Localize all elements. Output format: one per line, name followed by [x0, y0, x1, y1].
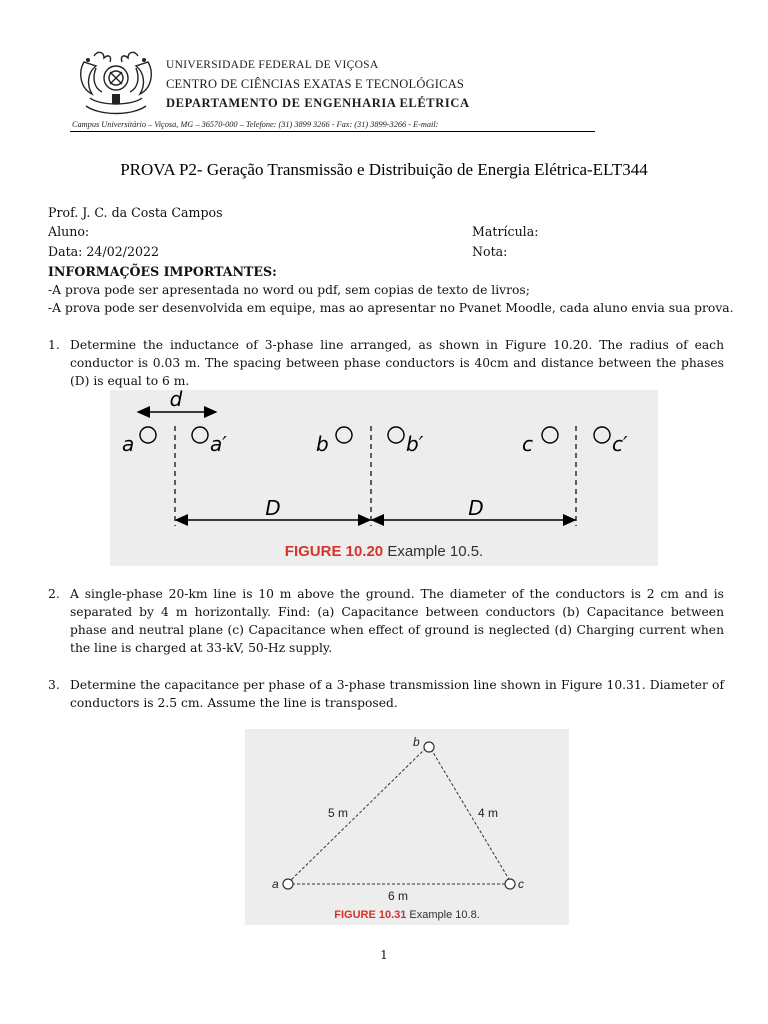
conductor-label-c-prime: c′ — [612, 432, 628, 456]
page-number: 1 — [380, 948, 388, 962]
distance-label-2: D — [468, 496, 484, 520]
conductor-label-b: b — [316, 432, 329, 456]
side-ab-line — [288, 746, 428, 883]
figure-10-20 — [110, 390, 658, 566]
distance-label-1: D — [265, 496, 281, 520]
figure-2-caption — [334, 909, 480, 921]
registration-label: Matrícula: — [472, 224, 539, 239]
question-3 — [48, 676, 724, 712]
side-bc-line — [431, 749, 510, 881]
figure-1-caption-suffix: Example 10.5. — [383, 543, 484, 560]
vertex-label-a: a — [272, 877, 279, 891]
conductor-b-prime-icon — [388, 427, 404, 443]
figure-1-caption-prefix: FIGURE 10.20 — [284, 543, 384, 560]
question-1 — [48, 336, 724, 390]
conductor-c-prime-icon — [594, 427, 610, 443]
conductor-label-c: c — [522, 432, 533, 456]
conductor-label-b-prime: b′ — [406, 432, 424, 456]
figure-2-caption-prefix: FIGURE 10.31 — [334, 909, 407, 921]
figure-2-caption-suffix: Example 10.8. — [406, 909, 480, 921]
conductor-b-icon — [336, 427, 352, 443]
vertex-b-icon — [424, 742, 434, 752]
important-heading: INFORMAÇÕES IMPORTANTES: — [48, 264, 277, 279]
question-number: 1. — [48, 338, 60, 352]
conductor-a-prime-icon — [192, 427, 208, 443]
spacing-label: d — [169, 390, 183, 411]
figure-1-caption — [285, 543, 483, 560]
side-ab-label: 5 m — [328, 806, 349, 820]
institution-block — [166, 56, 470, 113]
vertex-a-icon — [283, 879, 293, 889]
page-title: PROVA P2- Geração Transmissão e Distribuição de Energia Elétrica-ELT344 — [120, 160, 648, 179]
rule-2: -A prova pode ser desenvolvida em equipe, mas ao apresentar no Pvanet Moodle, cada aluno envia sua prova. — [48, 301, 734, 315]
question-text: Determine the capacitance per phase of a 3-phase transmission line shown in Figure 10.31. Diameter of conductors is 2.5 cm. Assume the line is transposed. — [70, 678, 724, 710]
conductor-label-a-prime: a′ — [210, 432, 227, 456]
address-line: Campus Universitário – Viçosa, MG – 36570-000 – Telefone: (31) 3899 3266 - Fax: (31) 3899-3266 - E-mail: — [72, 120, 439, 129]
question-number: 3. — [48, 678, 60, 692]
vertex-label-c: c — [518, 877, 524, 891]
student-label: Aluno: — [48, 224, 90, 239]
question-2 — [48, 585, 724, 657]
rule-1: -A prova pode ser apresentada no word ou pdf, sem copias de texto de livros; — [48, 283, 530, 297]
professor-name: Prof. J. C. da Costa Campos — [48, 205, 223, 220]
side-ac-label: 6 m — [388, 889, 409, 903]
exam-date: Data: 24/02/2022 — [48, 244, 160, 259]
side-bc-label: 4 m — [478, 806, 499, 820]
university-crest-icon — [74, 48, 158, 120]
grade-label: Nota: — [472, 244, 508, 259]
figure-10-31 — [245, 729, 569, 925]
question-text: A single-phase 20-km line is 10 m above the ground. The diameter of the conductors is 2 cm and is separated by 4 m horizontally. Find: (a) Capacitance between conductors (b) Capacitance between phase and neutral plane (c) Capacitance when effect of ground is neglected (d) Charging current when the line is charged at 33-kV, 50-Hz supply. — [70, 587, 724, 655]
conductor-a-icon — [140, 427, 156, 443]
question-text: Determine the inductance of 3-phase line arranged, as shown in Figure 10.20. The radius of each conductor is 0.03 m. The spacing between phase conductors is 40cm and distance between the phases (D) is equal to 6 m. — [70, 338, 724, 388]
vertex-c-icon — [505, 879, 515, 889]
vertex-label-b: b — [413, 735, 420, 749]
conductor-c-icon — [542, 427, 558, 443]
conductor-label-a: a — [122, 432, 135, 456]
university-name: UNIVERSIDADE FEDERAL DE VIÇOSA — [166, 59, 379, 71]
header-divider — [70, 131, 595, 132]
department-name: DEPARTAMENTO DE ENGENHARIA ELÉTRICA — [166, 96, 470, 110]
center-name: CENTRO DE CIÊNCIAS EXATAS E TECNOLÓGICAS — [166, 77, 465, 91]
question-number: 2. — [48, 587, 60, 601]
